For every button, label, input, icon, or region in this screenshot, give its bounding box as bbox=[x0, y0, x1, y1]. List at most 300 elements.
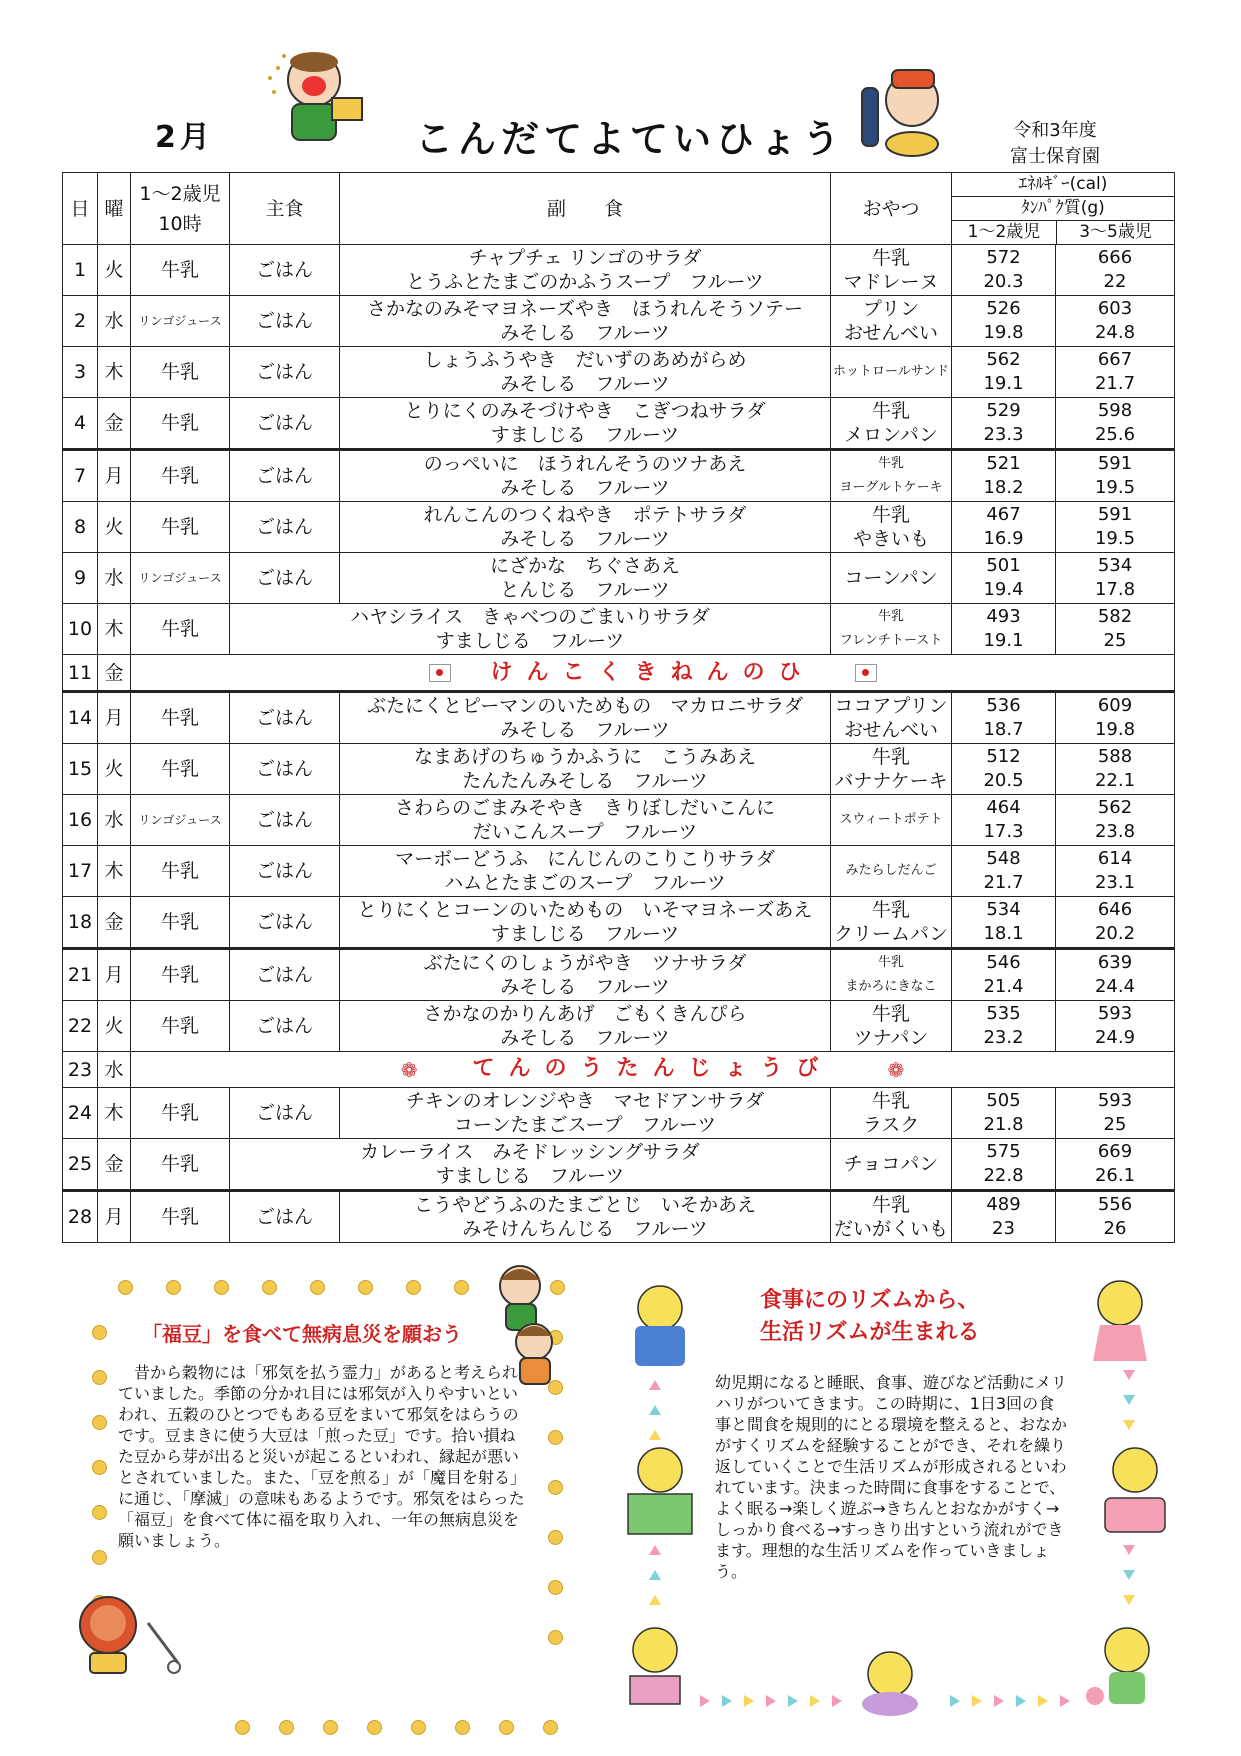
triangle-icon bbox=[788, 1695, 798, 1707]
side-dish-cell bbox=[340, 553, 831, 604]
protein-age12: 20.3 bbox=[983, 271, 1024, 292]
header-age35: 3～5歳児 bbox=[1079, 222, 1152, 242]
triangle-icon bbox=[744, 1695, 754, 1707]
day-cell: 23 bbox=[63, 1052, 98, 1088]
side-dish-line1: のっぺいに ほうれんそうのツナあえ bbox=[423, 453, 747, 475]
bean-icon bbox=[92, 1415, 107, 1430]
nutrition-age12-cell bbox=[952, 1001, 1056, 1052]
table-row bbox=[63, 1191, 1175, 1243]
table-row bbox=[63, 604, 1175, 655]
weekday-cell: 月 bbox=[98, 450, 131, 502]
energy-age12: 526 bbox=[986, 298, 1021, 319]
day-cell: 8 bbox=[63, 502, 98, 553]
energy-age35: 593 bbox=[1097, 1090, 1133, 1111]
side-dish-cell bbox=[340, 347, 831, 398]
bean-icon bbox=[548, 1530, 563, 1545]
table-row bbox=[63, 502, 1175, 553]
triangle-icon bbox=[1123, 1395, 1135, 1405]
snack-line1: 牛乳 bbox=[871, 1090, 910, 1112]
weekday-cell: 月 bbox=[98, 1191, 131, 1243]
side-dish-line2: とうふとたまごのかふうスープ フルーツ bbox=[406, 271, 764, 293]
weekday-cell: 木 bbox=[98, 846, 131, 897]
energy-age12: 521 bbox=[986, 453, 1021, 474]
protein-age35: 22.1 bbox=[1094, 770, 1136, 791]
triangle-icon bbox=[722, 1695, 732, 1707]
side-dish-line2: すましじる フルーツ bbox=[435, 630, 625, 652]
snack-line2: バナナケーキ bbox=[834, 770, 948, 792]
side-dish-cell bbox=[340, 897, 831, 949]
nutrition-age35-cell bbox=[1056, 553, 1175, 604]
snack-line1: みたらしだんご bbox=[845, 863, 937, 878]
bean-icon bbox=[548, 1630, 563, 1645]
nutrition-age35-cell bbox=[1056, 1088, 1175, 1139]
snack-line1: コーンパン bbox=[844, 567, 938, 589]
energy-age35: 639 bbox=[1097, 952, 1133, 973]
energy-age12: 536 bbox=[986, 695, 1021, 716]
side-dish-line1: ハヤシライス きゃべつのごまいりサラダ bbox=[350, 606, 710, 628]
protein-age12: 21.7 bbox=[983, 872, 1024, 893]
ten-oclock-cell: 牛乳 bbox=[131, 897, 230, 949]
day-cell: 10 bbox=[63, 604, 98, 655]
snack-cell bbox=[831, 502, 952, 553]
staple-cell: ごはん bbox=[230, 744, 340, 795]
day-cell: 22 bbox=[63, 1001, 98, 1052]
nutrition-age12-cell bbox=[952, 1191, 1056, 1243]
bean-icon bbox=[543, 1720, 558, 1735]
table-row bbox=[63, 398, 1175, 450]
rhythm-section-text: 幼児期になると睡眠、食事、遊びなど活動にメリハリがついてきます。この時期に、1日3回の食事と間食を規則的にとる環境を整えると、おなかがすくリズムを経験することができ、それを繰り返していくことで生活リズムが形成されるといわれています。決まった時間に食事をすることで、よく眠る→楽しく遊ぶ→きちんとおなかがすく→しっかり食べる→すっきり出すという流れができます。理想的な生活リズムを作っていきましょう。 bbox=[715, 1373, 1068, 1581]
weekday-cell: 水 bbox=[98, 553, 131, 604]
oni-girl-icon bbox=[850, 58, 960, 158]
snack-line2: おせんべい bbox=[843, 719, 939, 741]
triangle-icon bbox=[1016, 1695, 1026, 1707]
staple-cell: ごはん bbox=[230, 949, 340, 1001]
energy-age35: 603 bbox=[1097, 298, 1133, 319]
weekday-cell: 火 bbox=[98, 502, 131, 553]
triangle-icon bbox=[1038, 1695, 1048, 1707]
snack-cell bbox=[831, 1088, 952, 1139]
nutrition-age12-cell bbox=[952, 692, 1056, 744]
protein-age35: 23.8 bbox=[1094, 821, 1136, 842]
side-dish-line2: みそしる フルーツ bbox=[500, 322, 670, 344]
energy-age35: 666 bbox=[1097, 247, 1133, 268]
cat-eating-icon bbox=[850, 1640, 940, 1720]
nutrition-age35-cell bbox=[1056, 1139, 1175, 1191]
snack-line1: 牛乳 bbox=[871, 1194, 910, 1216]
nutrition-age12-cell bbox=[952, 744, 1056, 795]
table-row bbox=[63, 1001, 1175, 1052]
side-dish-line1: とりにくとコーンのいためもの いそマヨネーズあえ bbox=[357, 899, 813, 921]
bean-icon bbox=[118, 1280, 133, 1295]
oni-boy-icon bbox=[262, 48, 382, 148]
rhythm-section-title bbox=[760, 1285, 980, 1349]
side-dish-line1: れんこんのつくねやき ポテトサラダ bbox=[423, 504, 747, 526]
weekday-cell: 木 bbox=[98, 347, 131, 398]
side-dish-cell bbox=[230, 1139, 831, 1191]
side-dish-line2: たんたんみそしる フルーツ bbox=[462, 770, 708, 792]
ten-oclock-cell: 牛乳 bbox=[131, 949, 230, 1001]
day-cell: 4 bbox=[63, 398, 98, 450]
bean-icon bbox=[499, 1720, 514, 1735]
nutrition-age35-cell bbox=[1056, 245, 1175, 296]
side-dish-line1: マーボーどうふ にんじんのこりこりサラダ bbox=[395, 848, 775, 870]
side-dish-cell bbox=[340, 744, 831, 795]
bean-icon bbox=[92, 1325, 107, 1340]
nutrition-age12-cell bbox=[952, 553, 1056, 604]
side-dish-cell bbox=[340, 692, 831, 744]
triangle-icon bbox=[1123, 1370, 1135, 1380]
protein-age12: 19.1 bbox=[983, 630, 1024, 651]
energy-age12: 546 bbox=[986, 952, 1021, 973]
ten-oclock-cell: 牛乳 bbox=[131, 347, 230, 398]
energy-age12: 493 bbox=[986, 606, 1021, 627]
holiday-cell bbox=[131, 1052, 1175, 1088]
energy-age35: 667 bbox=[1097, 349, 1133, 370]
energy-age35: 614 bbox=[1097, 848, 1133, 869]
day-cell: 18 bbox=[63, 897, 98, 949]
side-dish-cell bbox=[340, 846, 831, 897]
energy-age35: 534 bbox=[1097, 555, 1133, 576]
table-row bbox=[63, 744, 1175, 795]
month-label: 2月 bbox=[155, 120, 214, 155]
snack-line2: フレンチトースト bbox=[839, 633, 943, 648]
bean-icon bbox=[310, 1280, 325, 1295]
snack-line2: まかろにきなこ bbox=[845, 979, 937, 994]
side-dish-cell bbox=[340, 795, 831, 846]
header-ten-line2: 10時 bbox=[158, 212, 202, 235]
ten-oclock-cell: 牛乳 bbox=[131, 1001, 230, 1052]
nutrition-age12-cell bbox=[952, 846, 1056, 897]
protein-age12: 18.7 bbox=[983, 719, 1024, 740]
side-dish-line1: さわらのごまみそやき きりぼしだいこんに bbox=[394, 797, 775, 819]
staple-cell: ごはん bbox=[230, 245, 340, 296]
protein-age35: 24.8 bbox=[1094, 322, 1136, 343]
energy-age35: 588 bbox=[1097, 746, 1133, 767]
day-cell: 24 bbox=[63, 1088, 98, 1139]
triangle-icon bbox=[649, 1570, 661, 1580]
weekday-cell: 金 bbox=[98, 1139, 131, 1191]
header-day: 日 bbox=[63, 173, 98, 245]
ten-oclock-cell: 牛乳 bbox=[131, 1191, 230, 1243]
cat-sleep-icon bbox=[625, 1280, 695, 1370]
side-dish-line2: みそしる フルーツ bbox=[500, 477, 670, 499]
protein-age35: 21.7 bbox=[1094, 373, 1136, 394]
cat-dress-icon bbox=[1085, 1275, 1155, 1365]
rhythm-title-line2: 生活リズムが生まれる bbox=[760, 1320, 980, 1345]
ten-oclock-cell: 牛乳 bbox=[131, 846, 230, 897]
header-staple: 主食 bbox=[230, 173, 340, 245]
bean-icon bbox=[455, 1720, 470, 1735]
ten-oclock-cell: リンゴジュース bbox=[131, 296, 230, 347]
day-cell: 15 bbox=[63, 744, 98, 795]
side-dish-cell bbox=[340, 949, 831, 1001]
weekday-cell: 金 bbox=[98, 897, 131, 949]
protein-age35: 19.5 bbox=[1094, 477, 1136, 498]
menu-body bbox=[63, 245, 1175, 1243]
side-dish-line2: ハムとたまごのスープ フルーツ bbox=[444, 872, 726, 894]
snack-line1: 牛乳 bbox=[871, 504, 910, 526]
protein-age35: 25.6 bbox=[1094, 424, 1136, 445]
snack-line1: 牛乳 bbox=[877, 955, 904, 970]
energy-age12: 548 bbox=[986, 848, 1021, 869]
nutrition-age12-cell bbox=[952, 1139, 1056, 1191]
triangle-icon bbox=[649, 1405, 661, 1415]
bean-icon bbox=[367, 1720, 382, 1735]
side-dish-line2: すましじる フルーツ bbox=[435, 1165, 625, 1187]
side-dish-line1: チャプチェ リンゴのサラダ bbox=[468, 247, 702, 269]
snack-cell bbox=[831, 949, 952, 1001]
side-dish-cell bbox=[230, 604, 831, 655]
protein-age35: 19.5 bbox=[1094, 528, 1136, 549]
cat-book-icon bbox=[620, 1620, 690, 1710]
triangle-icon bbox=[649, 1380, 661, 1390]
nutrition-age12-cell bbox=[952, 795, 1056, 846]
bean-icon bbox=[406, 1280, 421, 1295]
snack-line1: チョコパン bbox=[843, 1153, 939, 1175]
table-row bbox=[63, 347, 1175, 398]
weekday-cell: 火 bbox=[98, 245, 131, 296]
triangle-icon bbox=[994, 1695, 1004, 1707]
snack-cell bbox=[831, 1191, 952, 1243]
protein-age12: 17.3 bbox=[983, 821, 1024, 842]
nutrition-age35-cell bbox=[1056, 347, 1175, 398]
table-row bbox=[63, 1088, 1175, 1139]
energy-age35: 593 bbox=[1097, 1003, 1133, 1024]
protein-age35: 22 bbox=[1103, 271, 1127, 292]
day-cell: 11 bbox=[63, 655, 98, 692]
nutrition-age35-cell bbox=[1056, 744, 1175, 795]
protein-age35: 26.1 bbox=[1094, 1165, 1136, 1186]
staple-cell: ごはん bbox=[230, 846, 340, 897]
header-age12: 1～2歳児 bbox=[952, 221, 1057, 244]
ten-oclock-cell: 牛乳 bbox=[131, 1088, 230, 1139]
weekday-cell: 木 bbox=[98, 1088, 131, 1139]
nutrition-age12-cell bbox=[952, 245, 1056, 296]
protein-age35: 24.4 bbox=[1094, 976, 1136, 997]
snack-line2: クリームパン bbox=[833, 923, 948, 945]
side-dish-cell bbox=[340, 1191, 831, 1243]
snack-line1: 牛乳 bbox=[877, 456, 904, 471]
energy-age35: 598 bbox=[1097, 400, 1133, 421]
snack-line1: 牛乳 bbox=[871, 247, 910, 269]
holiday-name: てんのうたんじょうび bbox=[472, 1056, 833, 1082]
side-dish-line2: みそしる フルーツ bbox=[500, 976, 670, 998]
bean-icon bbox=[548, 1580, 563, 1595]
side-dish-line2: みそしる フルーツ bbox=[500, 1027, 670, 1049]
side-dish-line1: さかなのみそマヨネーズやき ほうれんそうソテー bbox=[366, 298, 804, 320]
nutrition-age35-cell bbox=[1056, 897, 1175, 949]
energy-age35: 591 bbox=[1097, 504, 1133, 525]
side-dish-cell bbox=[340, 450, 831, 502]
balloon-icon: ❁ bbox=[887, 1057, 905, 1082]
side-dish-line2: みそしる フルーツ bbox=[500, 528, 670, 550]
bean-icon bbox=[279, 1720, 294, 1735]
nutrition-age35-cell bbox=[1056, 692, 1175, 744]
ten-oclock-cell: 牛乳 bbox=[131, 1139, 230, 1191]
snack-line2: マドレーヌ bbox=[843, 271, 939, 293]
protein-age12: 23.3 bbox=[983, 424, 1024, 445]
day-cell: 16 bbox=[63, 795, 98, 846]
snack-line2: ヨーグルトケーキ bbox=[839, 480, 943, 495]
header-weekday: 曜 bbox=[98, 173, 131, 245]
snack-line2: やきいも bbox=[852, 528, 929, 550]
energy-age12: 489 bbox=[986, 1194, 1021, 1215]
snack-cell bbox=[831, 398, 952, 450]
snack-cell bbox=[831, 296, 952, 347]
side-dish-line1: ぶたにくとピーマンのいためもの マカロニサラダ bbox=[366, 695, 804, 717]
red-oni-icon bbox=[68, 1583, 188, 1683]
energy-age12: 467 bbox=[986, 504, 1021, 525]
day-cell: 17 bbox=[63, 846, 98, 897]
energy-age12: 529 bbox=[986, 400, 1021, 421]
cat-eat-icon bbox=[620, 1440, 700, 1540]
protein-age35: 24.9 bbox=[1094, 1027, 1136, 1048]
side-dish-line2: みそしる フルーツ bbox=[500, 719, 670, 741]
protein-age12: 23 bbox=[992, 1218, 1015, 1239]
snack-line2: おせんべい bbox=[843, 322, 939, 344]
protein-age35: 26 bbox=[1103, 1218, 1127, 1239]
energy-age35: 609 bbox=[1097, 695, 1133, 716]
snack-cell bbox=[831, 604, 952, 655]
triangle-icon bbox=[649, 1430, 661, 1440]
fiscal-year: 令和3年度 bbox=[1013, 120, 1097, 141]
snack-line2: だいがくいも bbox=[833, 1218, 948, 1240]
nutrition-age35-cell bbox=[1056, 398, 1175, 450]
table-header-row bbox=[63, 173, 1175, 245]
nutrition-age35-cell bbox=[1056, 502, 1175, 553]
snack-cell bbox=[831, 744, 952, 795]
energy-age12: 535 bbox=[986, 1003, 1021, 1024]
protein-age12: 16.9 bbox=[983, 528, 1024, 549]
protein-age35: 19.8 bbox=[1094, 719, 1136, 740]
snack-line1: 牛乳 bbox=[871, 400, 910, 422]
menu-table bbox=[62, 172, 1175, 1243]
staple-cell: ごはん bbox=[230, 795, 340, 846]
nutrition-age35-cell bbox=[1056, 296, 1175, 347]
side-dish-line2: とんじる フルーツ bbox=[500, 579, 670, 601]
staple-cell: ごはん bbox=[230, 398, 340, 450]
weekday-cell: 月 bbox=[98, 692, 131, 744]
day-cell: 14 bbox=[63, 692, 98, 744]
flag-icon bbox=[429, 664, 451, 682]
header-energy: ｴﾈﾙｷﾞｰ(cal) bbox=[952, 173, 1174, 197]
weekday-cell: 水 bbox=[98, 1052, 131, 1088]
nutrition-age35-cell bbox=[1056, 846, 1175, 897]
nutrition-age35-cell bbox=[1056, 1191, 1175, 1243]
nutrition-age35-cell bbox=[1056, 604, 1175, 655]
energy-age12: 572 bbox=[986, 247, 1021, 268]
staple-cell: ごはん bbox=[230, 1191, 340, 1243]
day-cell: 3 bbox=[63, 347, 98, 398]
cat-food-icon bbox=[1095, 1440, 1175, 1540]
nutrition-age12-cell bbox=[952, 347, 1056, 398]
snack-line1: ホットロールサンド bbox=[832, 364, 950, 379]
protein-age12: 19.8 bbox=[983, 322, 1024, 343]
side-dish-line1: さかなのかりんあげ ごもくきんぴら bbox=[423, 1003, 747, 1025]
triangle-icon bbox=[832, 1695, 842, 1707]
nutrition-age12-cell bbox=[952, 897, 1056, 949]
protein-age12: 22.8 bbox=[983, 1165, 1024, 1186]
snack-cell bbox=[831, 1001, 952, 1052]
side-dish-line2: すましじる フルーツ bbox=[490, 424, 680, 446]
triangle-icon bbox=[1123, 1595, 1135, 1605]
energy-age35: 591 bbox=[1097, 453, 1133, 474]
ten-oclock-cell: 牛乳 bbox=[131, 245, 230, 296]
side-dish-line2: コーンたまごスープ フルーツ bbox=[453, 1114, 717, 1136]
table-row bbox=[63, 655, 1175, 692]
bean-section-text: 昔から穀物には「邪気を払う霊力」があると考えられていました。季節の分かれ目には邪気が入りやすいといわれ、五穀のひとつでもある豆をまいて邪気をはらうのです。豆まきに使う大豆は「煎った豆」です。拾い損ねた豆から芽が出ると災いが起こるといわれ、縁起が悪いとされていました。また、「豆を煎る」が「魔目を射る」に通じ、「摩滅」の意味もあるようです。邪気をはらった「福豆」を食べて体に福を取り入れ、一年の無病息災を願いましょう。 bbox=[118, 1363, 527, 1550]
weekday-cell: 月 bbox=[98, 949, 131, 1001]
nutrition-age35-cell bbox=[1056, 450, 1175, 502]
cat-ball-icon bbox=[1085, 1620, 1165, 1710]
protein-age12: 20.5 bbox=[983, 770, 1024, 791]
snack-cell bbox=[831, 897, 952, 949]
day-cell: 21 bbox=[63, 949, 98, 1001]
protein-age12: 23.2 bbox=[983, 1027, 1024, 1048]
day-cell: 9 bbox=[63, 553, 98, 604]
energy-age35: 562 bbox=[1097, 797, 1133, 818]
table-row bbox=[63, 450, 1175, 502]
bean-icon bbox=[411, 1720, 426, 1735]
weekday-cell: 金 bbox=[98, 398, 131, 450]
triangle-icon bbox=[1123, 1570, 1135, 1580]
protein-age12: 18.1 bbox=[983, 923, 1024, 944]
protein-age35: 25 bbox=[1103, 630, 1127, 651]
day-cell: 28 bbox=[63, 1191, 98, 1243]
triangle-icon bbox=[1123, 1545, 1135, 1555]
bean-icon bbox=[323, 1720, 338, 1735]
side-dish-line1: しょうふうやき だいずのあめがらめ bbox=[423, 349, 747, 371]
snack-line1: ココアプリン bbox=[834, 695, 948, 717]
side-dish-line1: なまあげのちゅうかふうに こうみあえ bbox=[413, 746, 756, 768]
weekday-cell: 水 bbox=[98, 296, 131, 347]
school-info bbox=[1010, 118, 1100, 170]
snack-cell bbox=[831, 1139, 952, 1191]
energy-age12: 464 bbox=[986, 797, 1021, 818]
bean-icon bbox=[92, 1550, 107, 1565]
side-dish-line2: すましじる フルーツ bbox=[490, 923, 680, 945]
protein-age35: 20.2 bbox=[1094, 923, 1136, 944]
bean-icon bbox=[166, 1280, 181, 1295]
snack-cell bbox=[831, 450, 952, 502]
holiday-name: けんこくきねんのひ bbox=[490, 659, 815, 685]
snack-cell bbox=[831, 795, 952, 846]
energy-age12: 562 bbox=[986, 349, 1021, 370]
bean-icon bbox=[92, 1370, 107, 1385]
nutrition-age12-cell bbox=[952, 296, 1056, 347]
side-dish-line1: とりにくのみそづけやき こぎつねサラダ bbox=[404, 400, 766, 422]
staple-cell: ごはん bbox=[230, 502, 340, 553]
day-cell: 25 bbox=[63, 1139, 98, 1191]
triangle-icon bbox=[649, 1595, 661, 1605]
side-dish-cell bbox=[340, 502, 831, 553]
energy-age35: 582 bbox=[1097, 606, 1133, 627]
side-dish-cell bbox=[340, 1001, 831, 1052]
table-row bbox=[63, 846, 1175, 897]
nutrition-age12-cell bbox=[952, 1088, 1056, 1139]
header-ten bbox=[131, 173, 230, 245]
bean-icon bbox=[92, 1505, 107, 1520]
day-cell: 1 bbox=[63, 245, 98, 296]
staple-cell: ごはん bbox=[230, 897, 340, 949]
header-ten-line1: 1～2歳児 bbox=[139, 182, 221, 205]
snack-cell bbox=[831, 692, 952, 744]
weekday-cell: 木 bbox=[98, 604, 131, 655]
energy-age12: 505 bbox=[986, 1090, 1021, 1111]
protein-age35: 25 bbox=[1103, 1114, 1127, 1135]
weekday-cell: 火 bbox=[98, 1001, 131, 1052]
staple-cell: ごはん bbox=[230, 1001, 340, 1052]
